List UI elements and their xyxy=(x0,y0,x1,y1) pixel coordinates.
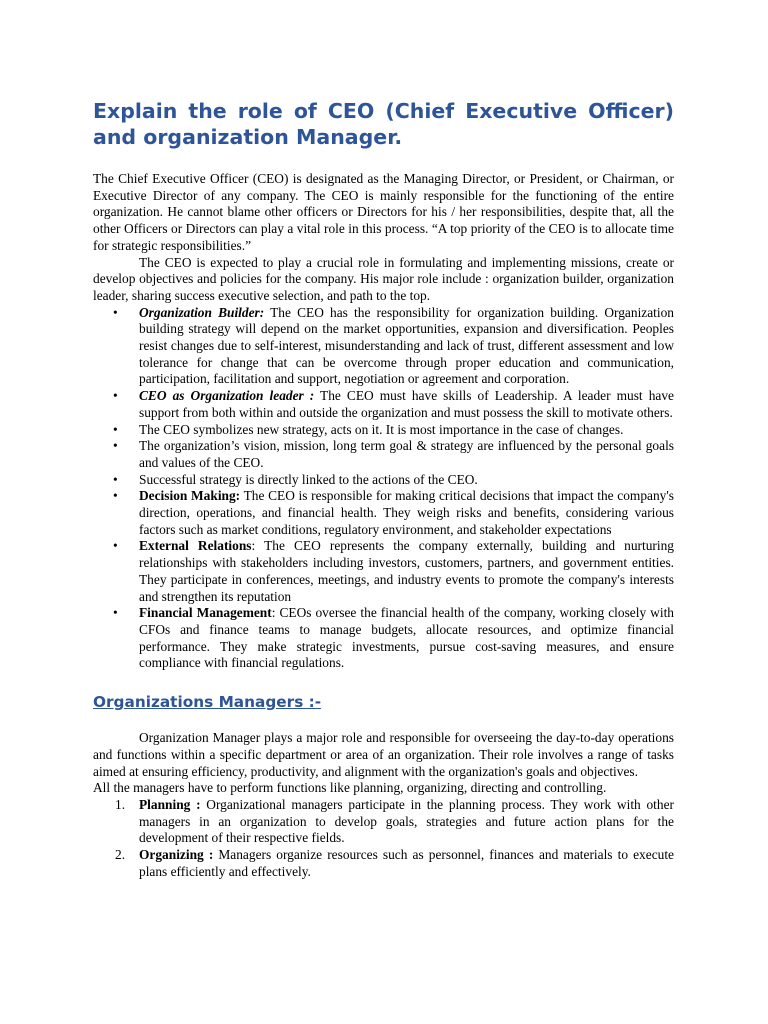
bullet-icon: • xyxy=(113,605,118,621)
managers-paragraph: Organization Manager plays a major role and responsible for overseeing the day-to-day operations and functions within a specific department or area of an organization. Their role involves a range of tasks aimed at ensuring efficiency, productivity, and alignment with the organization's goals and objectives. xyxy=(93,730,674,779)
list-item-label: Planning : xyxy=(139,796,201,812)
list-item-decision-making xyxy=(93,488,674,538)
bullet-icon: • xyxy=(113,471,118,487)
list-item-vision xyxy=(93,438,674,471)
list-item-label: Organizing : xyxy=(139,847,214,863)
list-item-planning xyxy=(93,797,674,847)
list-item-text: The organization’s vision, mission, long term goal & strategy are influenced by the personal goals and values of the CEO. xyxy=(139,438,674,470)
bullet-icon: • xyxy=(113,438,118,454)
list-item-text: : CEOs oversee the financial health of the company, working closely with CFOs and finance teams to manage budgets, allocate resources, and optimize financial performance. They make strategic investments, pursue cost-saving measures, and ensure compliance with financial regulations. xyxy=(139,605,674,671)
bullet-icon: • xyxy=(113,538,118,554)
list-item-label: Organization Builder: xyxy=(139,304,265,320)
list-item-text: The CEO must have skills of Leadership. A leader must have support from both within and outside the organization and must possess the skill to motivate others. xyxy=(139,388,674,420)
bullet-icon: • xyxy=(113,421,118,437)
bullet-icon: • xyxy=(113,304,118,320)
list-item-text: Successful strategy is directly linked to the actions of the CEO. xyxy=(139,471,478,487)
list-item-organization-leader xyxy=(93,388,674,421)
list-item-text: Managers organize resources such as personnel, finances and materials to execute plans efficiently and effectively. xyxy=(139,847,674,879)
list-item-label: Financial Management xyxy=(139,605,272,621)
list-number: 1. xyxy=(115,796,126,812)
intro-paragraph: The Chief Executive Officer (CEO) is designated as the Managing Director, or President, or Chairman, or Executive Director of any company. The CEO is mainly responsible for the functioning of the entire organization. He cannot blame other officers or Directors for his / her responsibilities, despite that, all the other Officers or Directors can play a vital role in this process. “A top priority of the CEO is to allocate time for strategic responsibilities.” xyxy=(93,171,674,253)
managers-heading: Organizations Managers :- xyxy=(93,693,322,712)
list-item-successful-strategy xyxy=(93,472,674,489)
ceo-role-paragraph: The CEO is expected to play a crucial role in formulating and implementing missions, create or develop objectives and policies for the company. His major role include : organization builder, organization leader, sharing success executive selection, and path to the top. xyxy=(93,254,674,303)
list-item-text: The CEO is responsible for making critical decisions that impact the company's direction, operations, and financial health. They weigh risks and benefits, considering various factors such as market conditions, regulatory environment, and stakeholder expectations xyxy=(139,488,674,537)
manager-functions-list xyxy=(93,797,674,881)
list-item-new-strategy xyxy=(93,422,674,439)
list-item-text: Organizational managers participate in the planning process. They work with other managers in an organization to develop goals, strategies and future action plans for the development of their respective fields. xyxy=(139,796,674,846)
bullet-icon: • xyxy=(113,488,118,504)
list-item-organizing xyxy=(93,847,674,880)
bullet-icon: • xyxy=(113,388,118,404)
list-item-label: External Relations xyxy=(139,538,252,554)
list-item-label: CEO as Organization leader : xyxy=(139,388,315,404)
list-item-organization-builder xyxy=(93,305,674,389)
list-item-text: The CEO symbolizes new strategy, acts on it. It is most importance in the case of changes. xyxy=(139,421,624,437)
ceo-roles-list xyxy=(93,305,674,672)
list-item-external-relations xyxy=(93,538,674,605)
document-body xyxy=(93,98,674,880)
managers-functions-paragraph: All the managers have to perform functions like planning, organizing, directing and controlling. xyxy=(93,780,607,796)
list-item-financial-management xyxy=(93,605,674,672)
list-item-text: The CEO has the responsibility for organization building. Organization building strategy will depend on the market opportunities, expansion and diversification. Peoples resist changes due to self-interest, misunderstanding and lack of trust, different assessment and low tolerance for change that can be overcome through proper education and communication, participation, facilitation and support, negotiation or agreement and corporation. xyxy=(139,304,675,387)
list-item-text: : The CEO represents the company externally, building and nurturing relationships with stakeholders including investors, customers, partners, and government entities. They participate in conferences, meetings, and industry events to promote the company's interests and strengthen its reputation xyxy=(139,538,674,604)
list-number: 2. xyxy=(115,847,126,863)
page-title: Explain the role of CEO (Chief Executive Officer) and organization Manager. xyxy=(93,99,674,149)
list-item-label: Decision Making: xyxy=(139,488,241,504)
